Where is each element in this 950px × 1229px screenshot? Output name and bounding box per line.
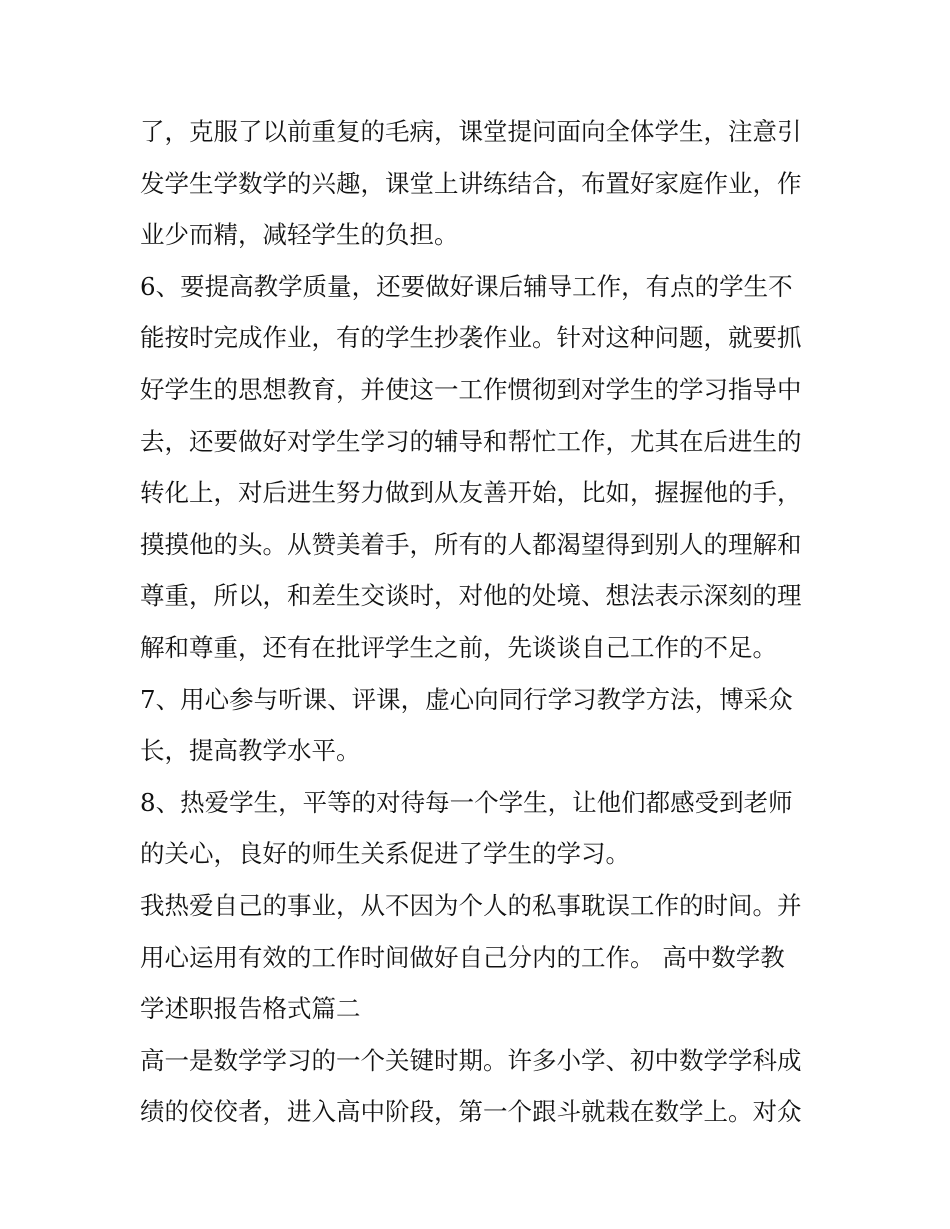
text-line: 用心运用有效的工作时间做好自己分内的工作。 高中数学教: [140, 942, 785, 972]
text-line: 发学生学数学的兴趣，课堂上讲练结合，布置好家庭作业，作: [140, 168, 802, 198]
text-line: 业少而精，减轻学生的负担。: [140, 220, 459, 250]
text-line: 解和尊重，还有在批评学生之前，先谈谈自己工作的不足。: [140, 632, 777, 662]
text-line: 好学生的思想教育，并使这一工作惯彻到对学生的学习指导中: [140, 374, 802, 404]
text-line: 我热爱自己的事业，从不因为个人的私事耽误工作的时间。并: [140, 890, 802, 920]
text-line: 6、要提高教学质量，还要做好课后辅导工作，有点的学生不: [140, 271, 793, 301]
document-body: [140, 106, 820, 1138]
text-line: 7、用心参与听课、评课，虚心向同行学习教学方法，博采众: [140, 684, 793, 714]
text-line: 8、热爱学生，平等的对待每一个学生，让他们都感受到老师: [140, 787, 793, 817]
text-line: 转化上，对后进生努力做到从友善开始，比如，握握他的手，: [140, 478, 802, 508]
text-line: 高一是数学学习的一个关键时期。许多小学、初中数学学科成: [140, 1045, 802, 1075]
text-line: 摸摸他的头。从赞美着手，所有的人都渴望得到别人的理解和: [140, 529, 802, 559]
text-line: 长，提高教学水平。: [140, 736, 361, 766]
text-line: 绩的佼佼者，进入高中阶段，第一个跟斗就栽在数学上。对众: [140, 1097, 802, 1127]
text-line: 能按时完成作业，有的学生抄袭作业。针对这种问题，就要抓: [140, 323, 802, 353]
text-line: 学述职报告格式篇二: [140, 994, 361, 1024]
text-line: 去，还要做好对学生学习的辅导和帮忙工作，尤其在后进生的: [140, 426, 802, 456]
text-line: 的关心，良好的师生关系促进了学生的学习。: [140, 839, 630, 869]
text-line: 了，克服了以前重复的毛病，课堂提问面向全体学生，注意引: [140, 117, 802, 146]
text-line: 尊重，所以，和差生交谈时，对他的处境、想法表示深刻的理: [140, 581, 802, 611]
